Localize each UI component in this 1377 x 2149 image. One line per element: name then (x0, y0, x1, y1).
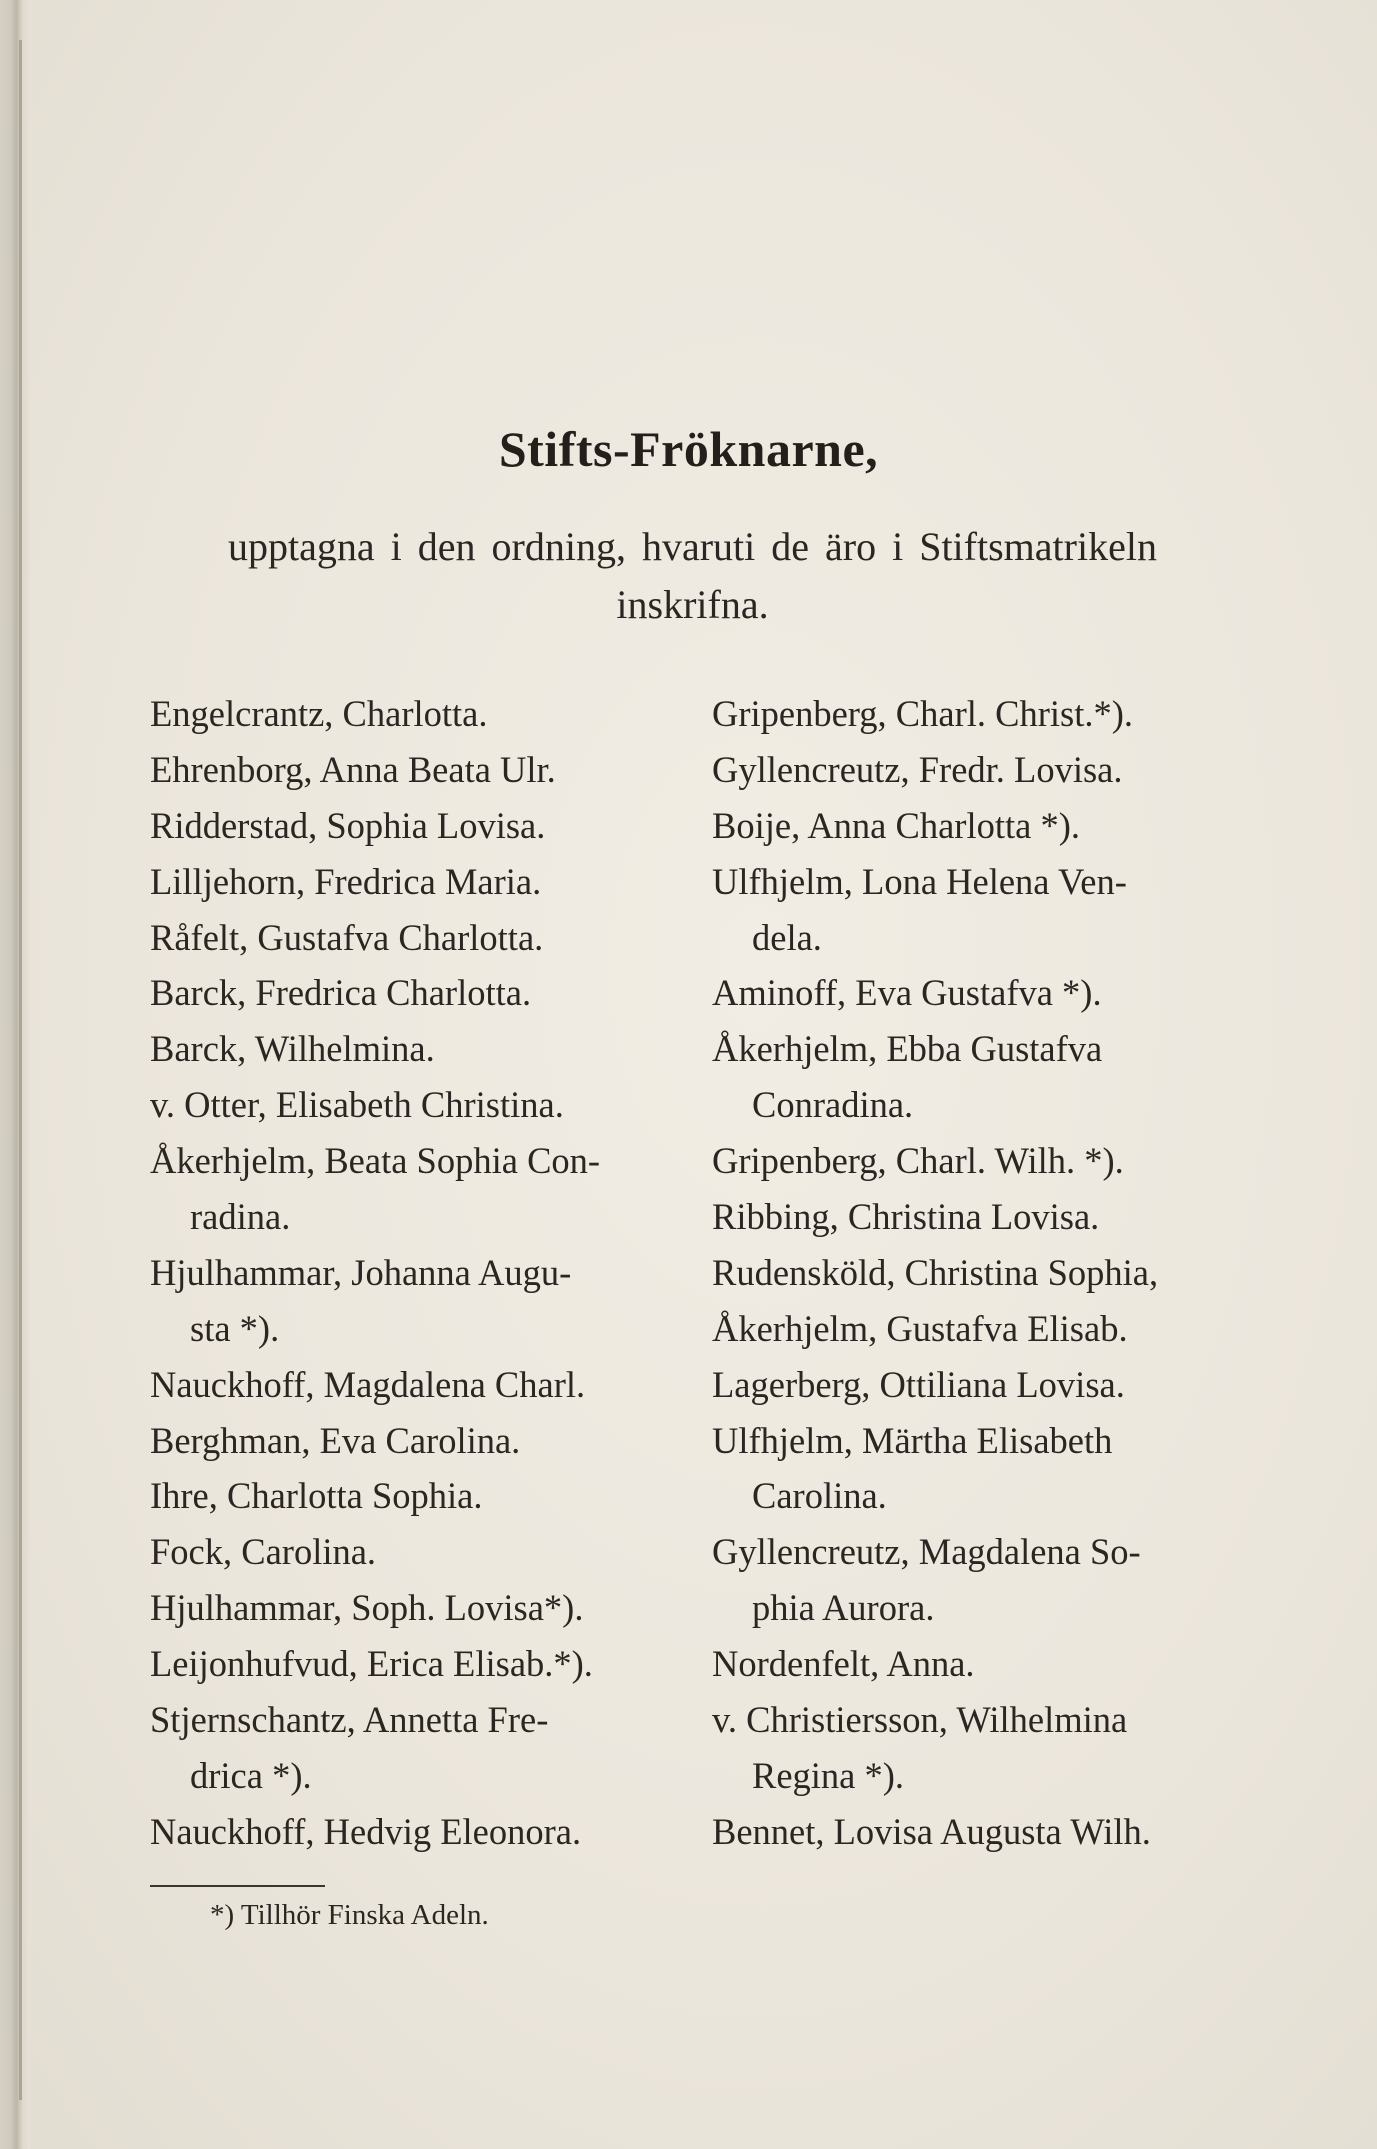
name-entry-line: Åkerhjelm, Beata Sophia Con- (150, 1140, 601, 1182)
name-entry-line: drica *). (190, 1754, 312, 1796)
name-entry-line: Ehrenborg, Anna Beata Ulr. (150, 748, 556, 790)
name-entry-line: Ulfhjelm, Lona Helena Ven- (712, 860, 1127, 902)
name-entry-line: Lagerberg, Ottiliana Lovisa. (712, 1363, 1125, 1405)
page-title: Stifts-Fröknarne, (498, 421, 879, 477)
book-spine (0, 0, 30, 2149)
name-entry-line: Hjulhammar, Soph. Lovisa*). (150, 1587, 584, 1629)
name-entry-line: Ribbing, Christina Lovisa. (712, 1196, 1100, 1238)
name-entry-line: Råfelt, Gustafva Charlotta. (150, 916, 544, 958)
name-entry-line: Åkerhjelm, Gustafva Elisab. (712, 1307, 1128, 1349)
name-entry-line: sta *). (190, 1307, 280, 1349)
name-entry-line: Rudensköld, Christina Sophia, (712, 1251, 1159, 1293)
name-entry-line: Gyllencreutz, Magdalena So- (712, 1531, 1141, 1573)
name-entry-line: Ulfhjelm, Märtha Elisabeth (712, 1419, 1113, 1461)
name-entry-line: v. Christiersson, Wilhelmina (712, 1699, 1128, 1741)
name-entry-line: Berghman, Eva Carolina. (150, 1419, 521, 1461)
name-entry-line: Hjulhammar, Johanna Augu- (150, 1251, 572, 1293)
name-entry-line: Gripenberg, Charl. Wilh. *). (712, 1140, 1124, 1182)
name-entry-line: Barck, Wilhelmina. (150, 1028, 435, 1070)
name-entry-line: v. Otter, Elisabeth Christina. (150, 1084, 564, 1126)
right-name-column (712, 686, 1247, 1860)
footnote: *) Tillhör Finska Adeln. (210, 1899, 489, 1931)
footnote-rule (150, 1885, 325, 1887)
name-entry-line: Aminoff, Eva Gustafva *). (712, 972, 1102, 1014)
name-entry-line: Regina *). (752, 1754, 905, 1796)
bleed-through-texture (560, 100, 656, 137)
name-entry-line: Boije, Anna Charlotta *). (712, 804, 1080, 846)
name-entry-line: Barck, Fredrica Charlotta. (150, 972, 532, 1014)
name-entry-line: Gyllencreutz, Fredr. Lovisa. (712, 748, 1123, 790)
name-entry-line: Engelcrantz, Charlotta. (150, 693, 488, 734)
name-entry-line: Conradina. (752, 1084, 914, 1126)
name-entry-line: Nordenfelt, Anna. (712, 1643, 975, 1685)
name-entry-line: dela. (752, 916, 822, 958)
name-entry-line: phia Aurora. (752, 1587, 935, 1629)
binding-edge (19, 40, 22, 2100)
name-entry-line: Ihre, Charlotta Sophia. (150, 1475, 483, 1517)
name-entry-line: Åkerhjelm, Ebba Gustafva (712, 1028, 1103, 1070)
name-entry-line: radina. (190, 1196, 291, 1238)
name-entry-line: Fock, Carolina. (150, 1531, 377, 1573)
left-name-column (150, 686, 670, 1860)
name-entry-line: Lilljehorn, Fredrica Maria. (150, 860, 542, 902)
name-entry-line: Nauckhoff, Hedvig Eleonora. (150, 1810, 582, 1852)
name-entry-line: Nauckhoff, Magdalena Charl. (150, 1363, 586, 1405)
name-entry-line: Gripenberg, Charl. Christ.*). (712, 693, 1134, 734)
name-entry-line: Leijonhufvud, Erica Elisab.*). (150, 1643, 593, 1685)
name-entry-line: Stjernschantz, Annetta Fre- (150, 1699, 549, 1741)
name-entry-line: Bennet, Lovisa Augusta Wilh. (712, 1810, 1151, 1852)
name-entry-line: Carolina. (752, 1475, 887, 1517)
name-entry-line: Ridderstad, Sophia Lovisa. (150, 804, 546, 846)
page-subtitle: upptagna i den ordning, hvaruti de äro i Stiftsmatrikeln inskrifna. (228, 524, 1157, 627)
